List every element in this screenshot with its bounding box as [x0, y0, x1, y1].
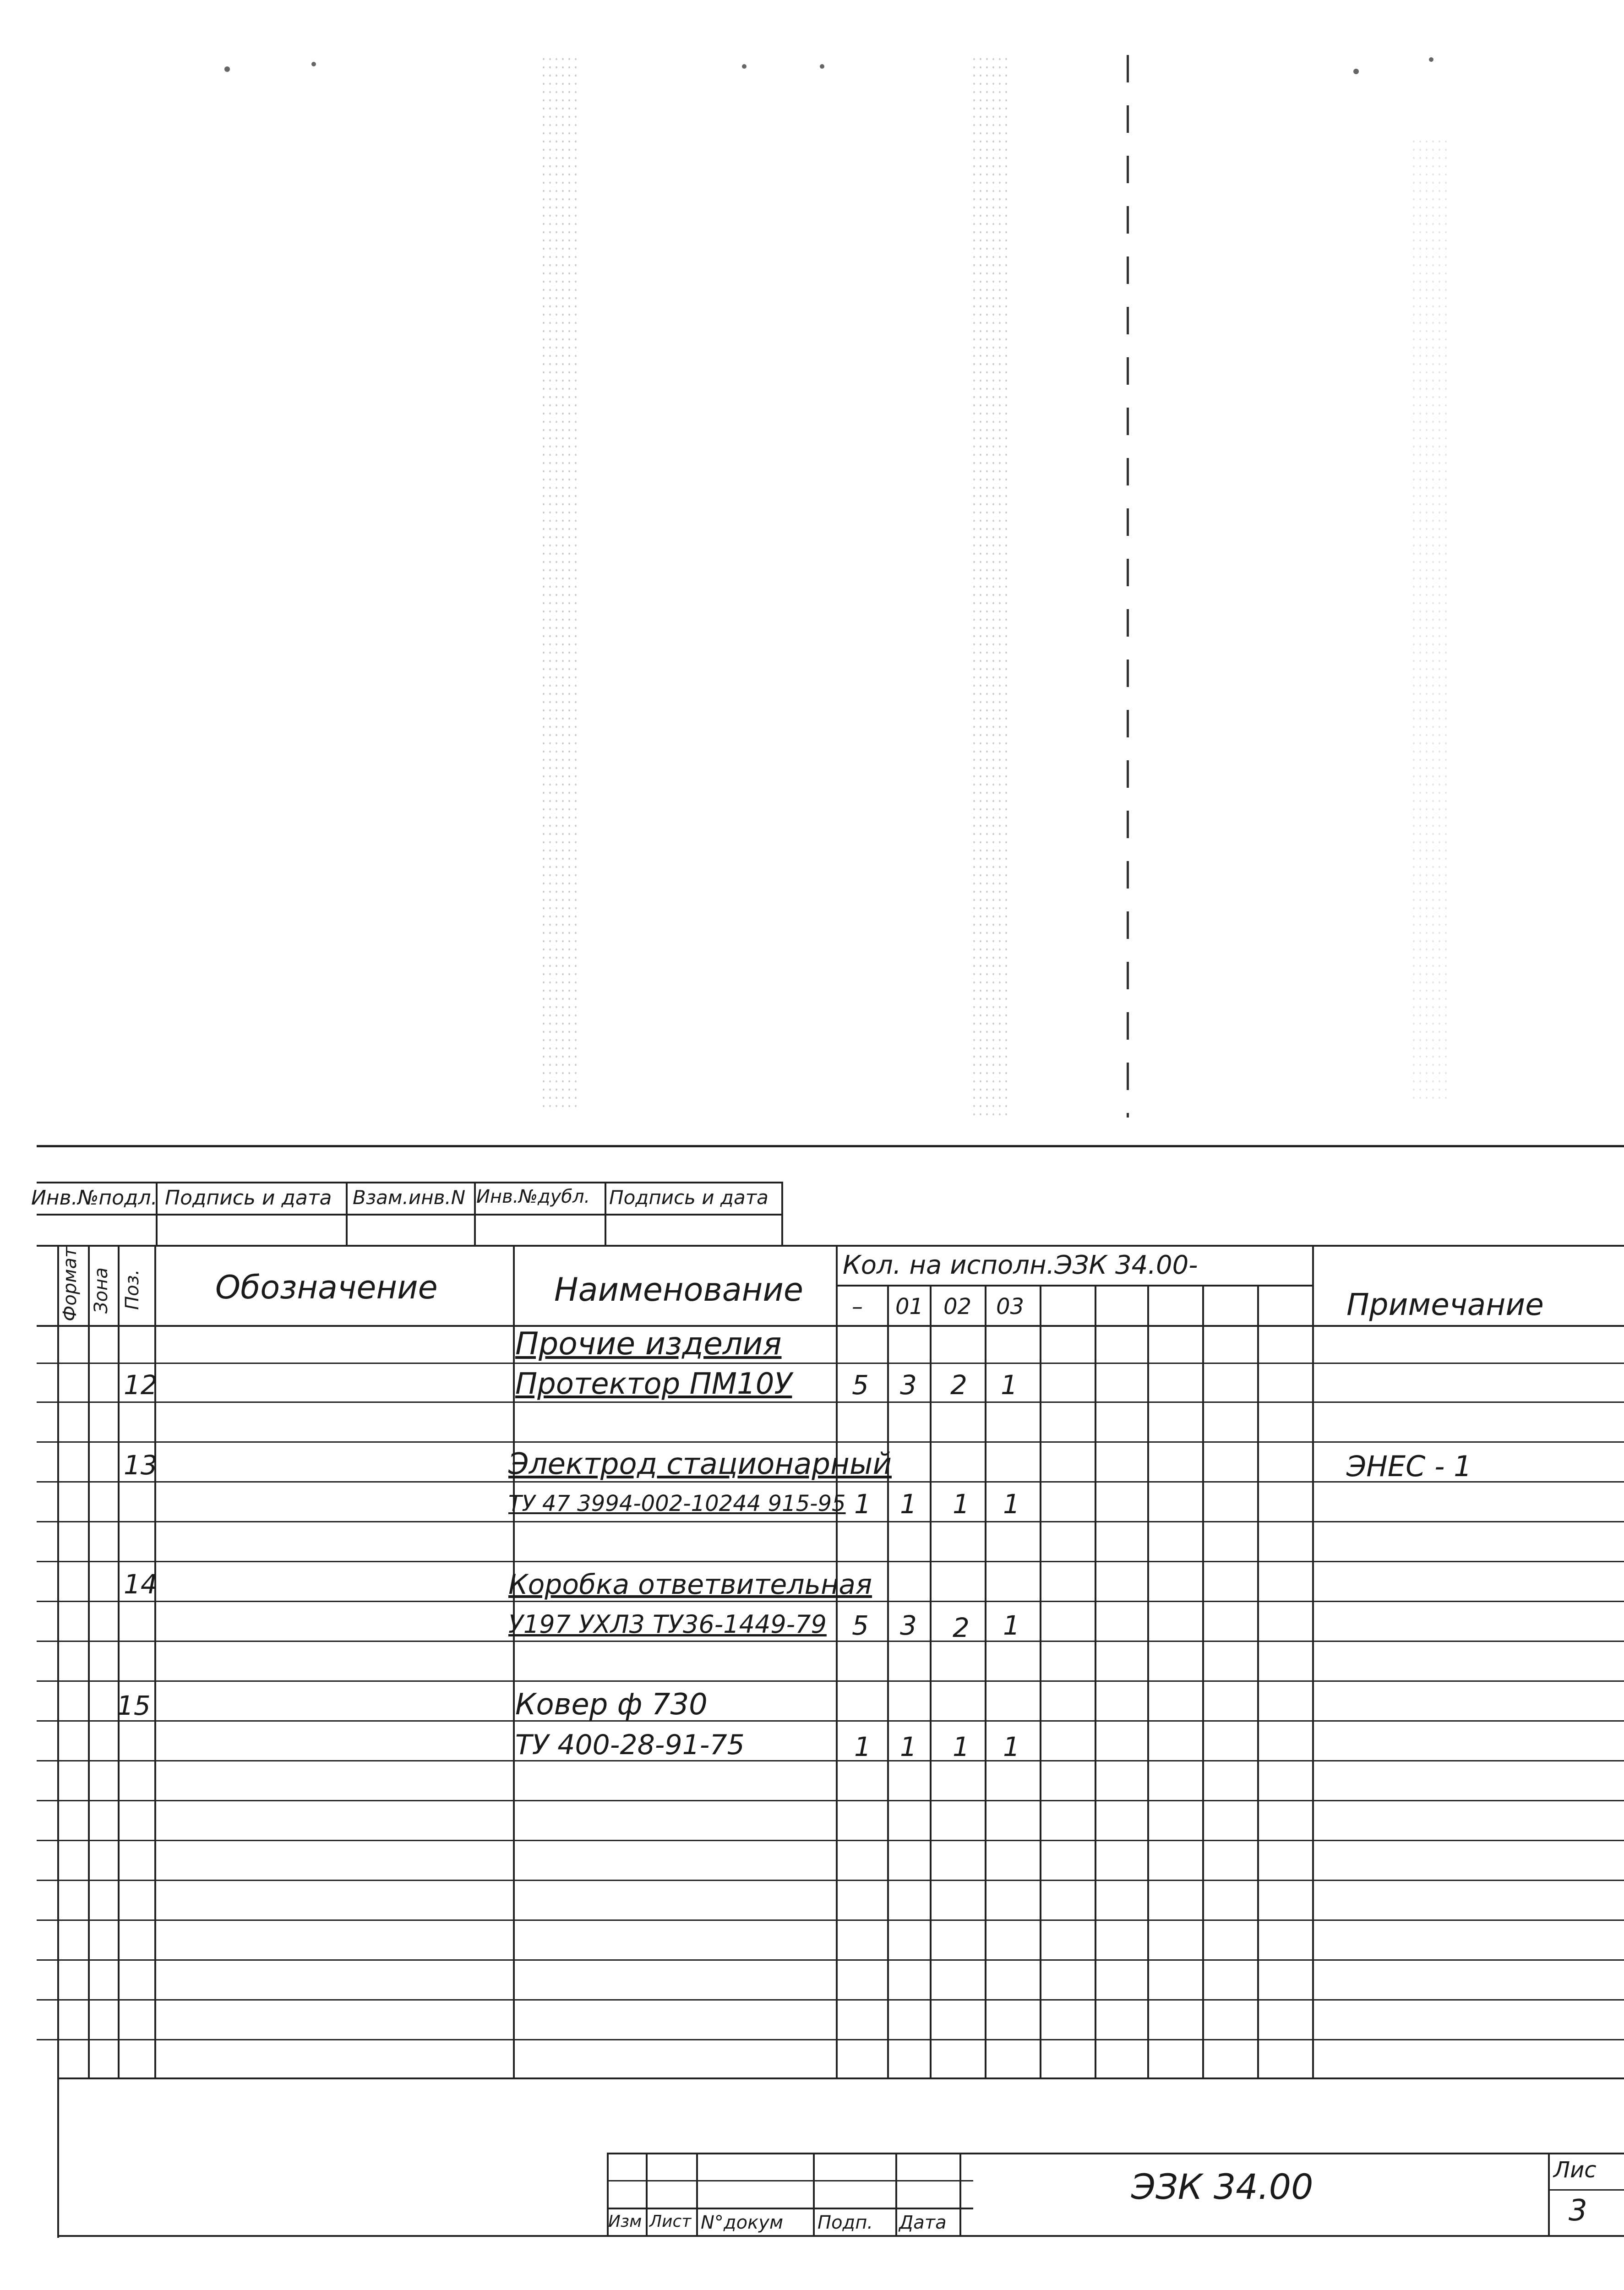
item-qty: 3: [900, 1610, 917, 1641]
scan-speck: [1353, 69, 1359, 74]
item-qty: 3: [900, 1369, 917, 1401]
stamp-podpis-data-2: Подпись и дата: [609, 1186, 768, 1209]
scan-dashed-vertical: [1127, 55, 1129, 1118]
item-name: Ковер ф 730: [515, 1688, 708, 1722]
header-oboznachenie: Обозначение: [215, 1269, 438, 1306]
item-poz: 15: [117, 1690, 151, 1721]
item-spec: ТУ 400-28-91-75: [515, 1729, 745, 1761]
item-qty: 1: [953, 1731, 970, 1762]
item-qty: 1: [900, 1488, 917, 1520]
item-qty: 5: [852, 1369, 869, 1401]
tb-podp: Подп.: [817, 2212, 873, 2233]
scan-speck: [224, 66, 230, 72]
tb-n-dokum: N°докум: [701, 2212, 784, 2233]
item-qty: 5: [852, 1610, 869, 1641]
header-variant: 02: [943, 1294, 972, 1319]
tb-list-number: 3: [1569, 2194, 1587, 2228]
item-qty: 1: [1003, 1731, 1020, 1762]
header-variant: 01: [895, 1294, 924, 1319]
header-kol-title: Кол. на исполн.ЭЗК 34.00-: [843, 1250, 1198, 1280]
tb-izm: Изм: [608, 2212, 642, 2231]
tb-data: Дата: [899, 2212, 947, 2233]
sheet-fold-line: [37, 1145, 1624, 1147]
item-name: Коробка ответвительная: [508, 1569, 872, 1601]
scan-noise-band-3: [1411, 137, 1447, 1099]
item-poz: 13: [124, 1450, 158, 1481]
item-qty: 1: [854, 1488, 871, 1520]
item-spec: ТУ 47 3994-002-10244 915-95: [508, 1491, 846, 1516]
tb-list: Лист: [649, 2212, 692, 2231]
item-qty: 1: [1001, 1369, 1018, 1401]
scan-speck: [1429, 57, 1433, 62]
item-qty: 2: [953, 1612, 970, 1643]
header-format: Формат: [60, 1247, 81, 1321]
item-spec: У197 УХЛ3 ТУ36-1449-79: [508, 1610, 827, 1639]
scan-speck: [742, 64, 747, 69]
item-poz: 14: [124, 1569, 158, 1600]
item-name: Электрод стационарный: [508, 1447, 892, 1481]
scan-noise-band-2: [971, 55, 1008, 1118]
tb-designation: ЭЗК 34.00: [1131, 2166, 1313, 2207]
header-poz: Поз.: [122, 1269, 143, 1310]
item-poz: 12: [124, 1369, 158, 1401]
item-qty: 1: [1003, 1488, 1020, 1520]
item-qty: 2: [950, 1369, 967, 1401]
header-variant: –: [852, 1294, 863, 1319]
header-zona: Зона: [91, 1267, 112, 1314]
item-qty: 1: [900, 1731, 917, 1762]
item-note: ЭНЕС - 1: [1346, 1450, 1472, 1483]
header-naimenovanie: Наименование: [554, 1271, 803, 1309]
stamp-podpis-data-1: Подпись и дата: [165, 1186, 332, 1210]
stamp-inv-podl: Инв.№подл.: [31, 1186, 158, 1210]
item-qty: 1: [953, 1488, 970, 1520]
scan-speck: [820, 64, 824, 69]
stamp-inv-dubl: Инв.№дубл.: [476, 1186, 590, 1207]
tb-list-label: Лис: [1553, 2157, 1597, 2183]
header-primechanie: Примечание: [1346, 1287, 1544, 1322]
item-qty: 1: [1003, 1610, 1020, 1641]
section-title: Прочие изделия: [515, 1326, 782, 1362]
item-qty: 1: [854, 1731, 871, 1762]
header-variant: 03: [996, 1294, 1025, 1319]
stamp-vzam-inv: Взам.инв.N: [353, 1186, 466, 1209]
scan-noise-band-1: [540, 55, 577, 1108]
item-name: Протектор ПМ10У: [515, 1367, 792, 1401]
scan-speck: [311, 62, 316, 66]
